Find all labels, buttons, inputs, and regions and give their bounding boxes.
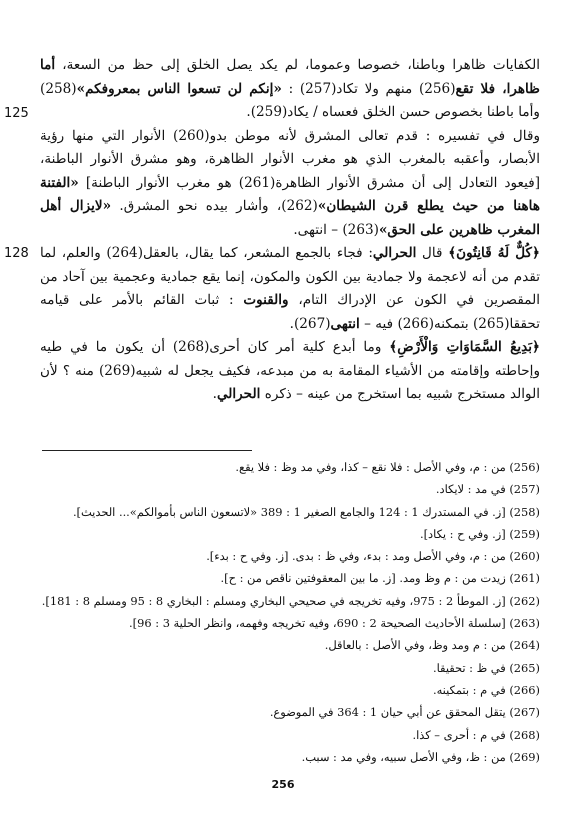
text: (256) منهم ولا تكاد(257) : (281, 80, 456, 97)
paragraph (40, 336, 540, 407)
paragraph (40, 54, 540, 125)
bold-text: الحرالي (372, 245, 417, 261)
footnote: (264) من : م ومد وظ، وفي الأصل : بالعاقل. (324, 638, 540, 653)
footnote: (266) في م : بتمكينه. (432, 682, 540, 697)
footnote: (265) في ظ : تحقيقا. (432, 660, 540, 675)
footnote-divider (42, 450, 252, 451)
bold-text: ﴿بَدِيعُ السَّمَاوَاتِ وَالْأَرْضِ﴾ (389, 339, 540, 355)
bold-text: «لايزال أهل المغرب ظاهرين على الحق» (40, 198, 540, 238)
verse-number: 125 (4, 105, 29, 121)
text: (258) وأما باطنا بخصوص حسن الخلق فعساه / يكاد(259). (40, 80, 540, 120)
footnote: (267) يتقل المحقق عن أبي حيان 1 : 364 في الموضوع. (269, 705, 540, 720)
text: (263) – انتهى. (293, 221, 379, 238)
footnote: (260) من : م، وفي الأصل ومد : بدء، وفي ظ : بدى. [ز. وفي ح : بدء]. (206, 549, 540, 564)
bold-text: الحرالي (216, 386, 261, 402)
footnote: (256) من : م، وفي الأصل : فلا نقع – كذا، وفي مد وظ : فلا يقع. (235, 460, 540, 474)
footnote: (257) في مد : لايكاد. (435, 482, 540, 497)
text: الكفايات ظاهرا وباطنا، خصوصا وعموما، لم يكد يصل الخلق إلى حظ من السعة، (55, 57, 540, 73)
footnote: (263) [سلسلة الأحاديث الصحيحة 2 : 690، وفيه تخريجه وفهمه، وانظر الحلية 3 : 96]. (129, 616, 540, 631)
text: (267). (289, 315, 331, 332)
main-text (4, 54, 541, 407)
footnote: (262) [ز. الموطأ 2 : 975، وفيه تخريجه في صحيحي البخاري ومسلم : البخاري 8 : 95 ومسلم 8 : 181]. (41, 593, 540, 608)
text: وما أبدع كلية أمر كان أحرى(268) أن يكون ما في طيه وإحاطته وإقامته من الأشياء المقامة به من مبدعه، فكيف يجعل له شبيه(269) منه ؟ لأن الوالد مستخرج شبيه بما استخرج من عينه – ذكره (40, 339, 541, 402)
bold-text: ﴿كُلٌّ لَهُ قَانِتُونَ﴾ (448, 245, 540, 261)
text: قال (416, 245, 449, 261)
footnote: (259) [ز. وفي ح : يكاد]. (419, 526, 540, 541)
footnote: (261) زيدت من : م وظ ومد. [ز. ما بين المعقوفتين ناقص من : ح]. (220, 571, 540, 586)
bold-text: والقنوت (243, 292, 289, 308)
text: وقال في تفسيره : قدم تعالى المشرق لأنه موطن بدو(260) الأنوار التي منها رؤية الأبصار، وأعقبه بالمغرب الذي هو مغرب الأنوار الظاهرة، وهو مشرق الأنوار الباطنة، [فيعود التعادل إلى أن مشرق الأنوار الظاهرة(261) هو مغرب الأنوار الباطنة] (40, 127, 541, 191)
paragraph (4, 242, 540, 336)
bold-text: انتهى (330, 315, 360, 332)
text: (262)، وأشار بيده نحو المشرق. (111, 198, 318, 214)
bold-text: «الفتنة هاهنا من حيث يطلع قرن الشيطان» (40, 174, 540, 214)
page-number: 256 (271, 778, 295, 791)
text: . (212, 386, 217, 402)
footnote: (258) [ز. في المستدرك 1 : 124 والجامع الصغير 1 : 389 «لاتسعون الناس بأموالكم»... الحديث]. (72, 504, 540, 519)
footnote: (268) في م : أحرى – كذا. (412, 727, 540, 742)
paragraph (4, 105, 541, 243)
text: : فجاء بالجمع المشعر، كما يقال، بالعقل(264) والعلم، لما تقدم من أنه لاعجمة ولا جمادية بين الكون والمكون، إنما يقع جمادية وعجمية بين آحاد من المقصرين في الكون عن الإدراك التام، (40, 245, 540, 308)
bold-text: أما ظاهرا، فلا تقع (40, 57, 540, 97)
bold-text: «إنكم لن تسعوا الناس بمعروفكم» (76, 80, 282, 97)
text: : ثبات القائم بالأمر على قيامه تحققا(265) بتمكنه(266) فيه – (40, 292, 540, 332)
verse-number: 128 (4, 246, 29, 261)
footnotes (40, 456, 540, 768)
footnote: (269) من : ظ، وفي الأصل سبيه، وفي مد : سبب. (301, 749, 540, 764)
